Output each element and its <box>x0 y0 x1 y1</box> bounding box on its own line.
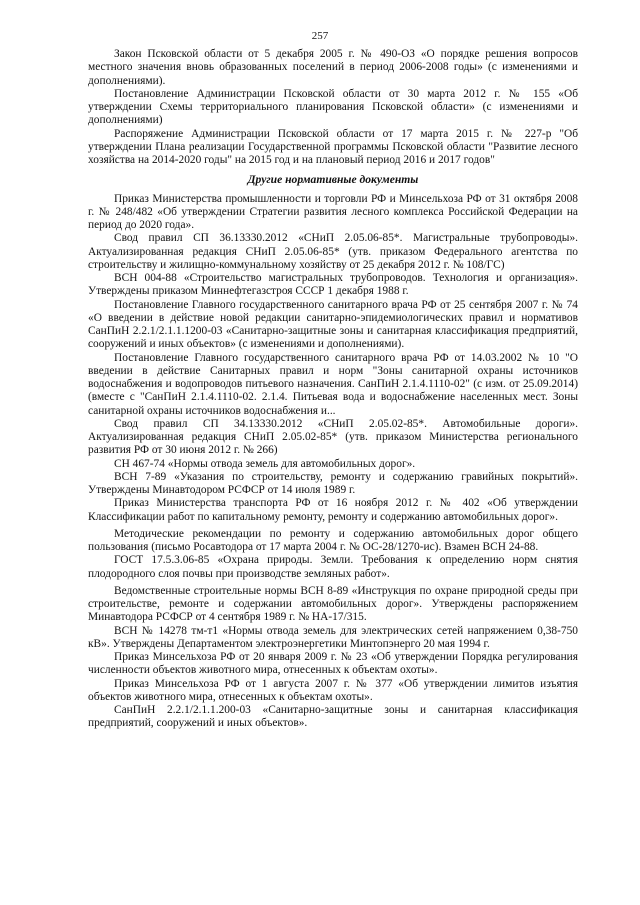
paragraph-law-490: Закон Псковской области от 5 декабря 2005 г. № 490-ОЗ «О порядке решения вопросов местного значения вновь образованных поселений в период 2006-2008 годы» (с изменениями и дополнениями). <box>88 48 578 87</box>
paragraph-vsn-14278: ВСН № 14278 тм-т1 «Нормы отвода земель для электрических сетей напряжением 0,38-750 кВ». Утверждены Департаментом электроэнергетики Минтопэнерго 20 мая 1994 г. <box>88 624 578 650</box>
paragraph-vsn-7-89: ВСН 7-89 «Указания по строительству, ремонту и содержанию гравийных покрытий». Утверждены Минавтодором РСФСР от 14 июля 1989 г. <box>88 470 578 496</box>
section-heading: Другие нормативные документы <box>247 173 419 187</box>
paragraph-sn-467-74: СН 467-74 «Нормы отвода земель для автомобильных дорог». <box>114 457 416 470</box>
paragraph-sp-36: Свод правил СП 36.13330.2012 «СНиП 2.05.06-85*. Магистральные трубопроводы». Актуализированная редакция СНиП 2.05.06-85* (утв. приказом Федерального агентства по строительству и жилищно-коммунальному хозяйству от 25 декабря 2012 г. № 108/ГС) <box>88 232 578 271</box>
paragraph-sanpin-200-03: СанПиН 2.2.1/2.1.1.200-03 «Санитарно-защитные зоны и санитарная классификация предприятий, сооружений и иных объектов». <box>88 704 578 730</box>
paragraph-order-227r: Распоряжение Администрации Псковской области от 17 марта 2015 г. № 227-р "Об утверждении Плана реализации Государственной программы Псковской области "Развитие лесного хозяйства на 2014-2020 годы" на 2015 год и на плановый период 2016 и 2017 годов" <box>88 127 578 166</box>
paragraph-sp-34: Свод правил СП 34.13330.2012 «СНиП 2.05.02-85*. Автомобильные дороги». Актуализированная редакция СНиП 2.05.02-85* (утв. приказом Министерства регионального развития РФ от 30 июня 2012 г. № 266) <box>88 417 578 457</box>
paragraph-resolution-74: Постановление Главного государственного санитарного врача РФ от 25 сентября 2007 г. № 74 «О введении в действие новой редакции санитарно-эпидемиологических правил и нормативов СанПиН 2.2.1/2.1.1.1200-03 «Санитарно-защитные зоны и санитарная классификация предприятий, сооружений и иных объектов» (с изменениями и дополнениями). <box>88 298 578 351</box>
paragraph-gost-17-5-3-06-85: ГОСТ 17.5.3.06-85 «Охрана природы. Земли. Требования к определению норм снятия плодородного слоя почвы при производстве земляных работ». <box>88 554 578 580</box>
paragraph-methodical-recommendations: Методические рекомендации по ремонту и содержанию автомобильных дорог общего пользования (письмо Росавтодора от 17 марта 2004 г. № ОС-28/1270-ис). Взамен ВСН 24-88. <box>88 527 578 553</box>
paragraph-order-377: Приказ Минсельхоза РФ от 1 августа 2007 г. № 377 «Об утверждении лимитов изъятия объектов животного мира, отнесенных к объектам охоты». <box>88 677 578 703</box>
paragraph-vsn-004-88: ВСН 004-88 «Строительство магистральных трубопроводов. Технология и организация». Утверждены приказом Миннефтегазстроя СССР 1 декабря 1988 г. <box>88 272 578 298</box>
paragraph-resolution-155: Постановление Администрации Псковской области от 30 марта 2012 г. № 155 «Об утверждении Схемы территориального планирования Псковской области» (с изменениями и дополнениями) <box>88 87 578 127</box>
page-number: 257 <box>311 30 329 42</box>
paragraph-vsn-8-89: Ведомственные строительные нормы ВСН 8-89 «Инструкция по охране природной среды при строительстве, ремонте и содержании автомобильных дорог». Утверждены распоряжением Минавтодора РСФСР от 4 сентября 1989 г. № НА-17/315. <box>88 584 578 624</box>
paragraph-order-23: Приказ Минсельхоза РФ от 20 января 2009 г. № 23 «Об утверждении Порядка регулирования численности объектов животного мира, отнесенных к объектам охоты». <box>88 651 578 677</box>
paragraph-resolution-10: Постановление Главного государственного санитарного врача РФ от 14.03.2002 № 10 "О введении в действие Санитарных правил и норм "Зоны санитарной охраны источников водоснабжения и водопроводов питьевого назначения. СанПиН 2.1.4.1110-02" (с изм. от 25.09.2014) (вместе с "СанПиН 2.1.4.1110-02. 2.1.4. Питьевая вода и водоснабжение населенных мест. Зоны санитарной охраны источников водоснабжения и... <box>88 351 578 417</box>
paragraph-order-402: Приказ Министерства транспорта РФ от 16 ноября 2012 г. № 402 «Об утверждении Классификации работ по капитальному ремонту, ремонту и содержанию автомобильных дорог». <box>88 497 578 523</box>
document-body <box>88 48 578 731</box>
paragraph-order-248-482: Приказ Министерства промышленности и торговли РФ и Минсельхоза РФ от 31 октября 2008 г. № 248/482 «Об утверждении Стратегии развития лесного комплекса Российской Федерации на период до 2020 года». <box>88 192 578 231</box>
